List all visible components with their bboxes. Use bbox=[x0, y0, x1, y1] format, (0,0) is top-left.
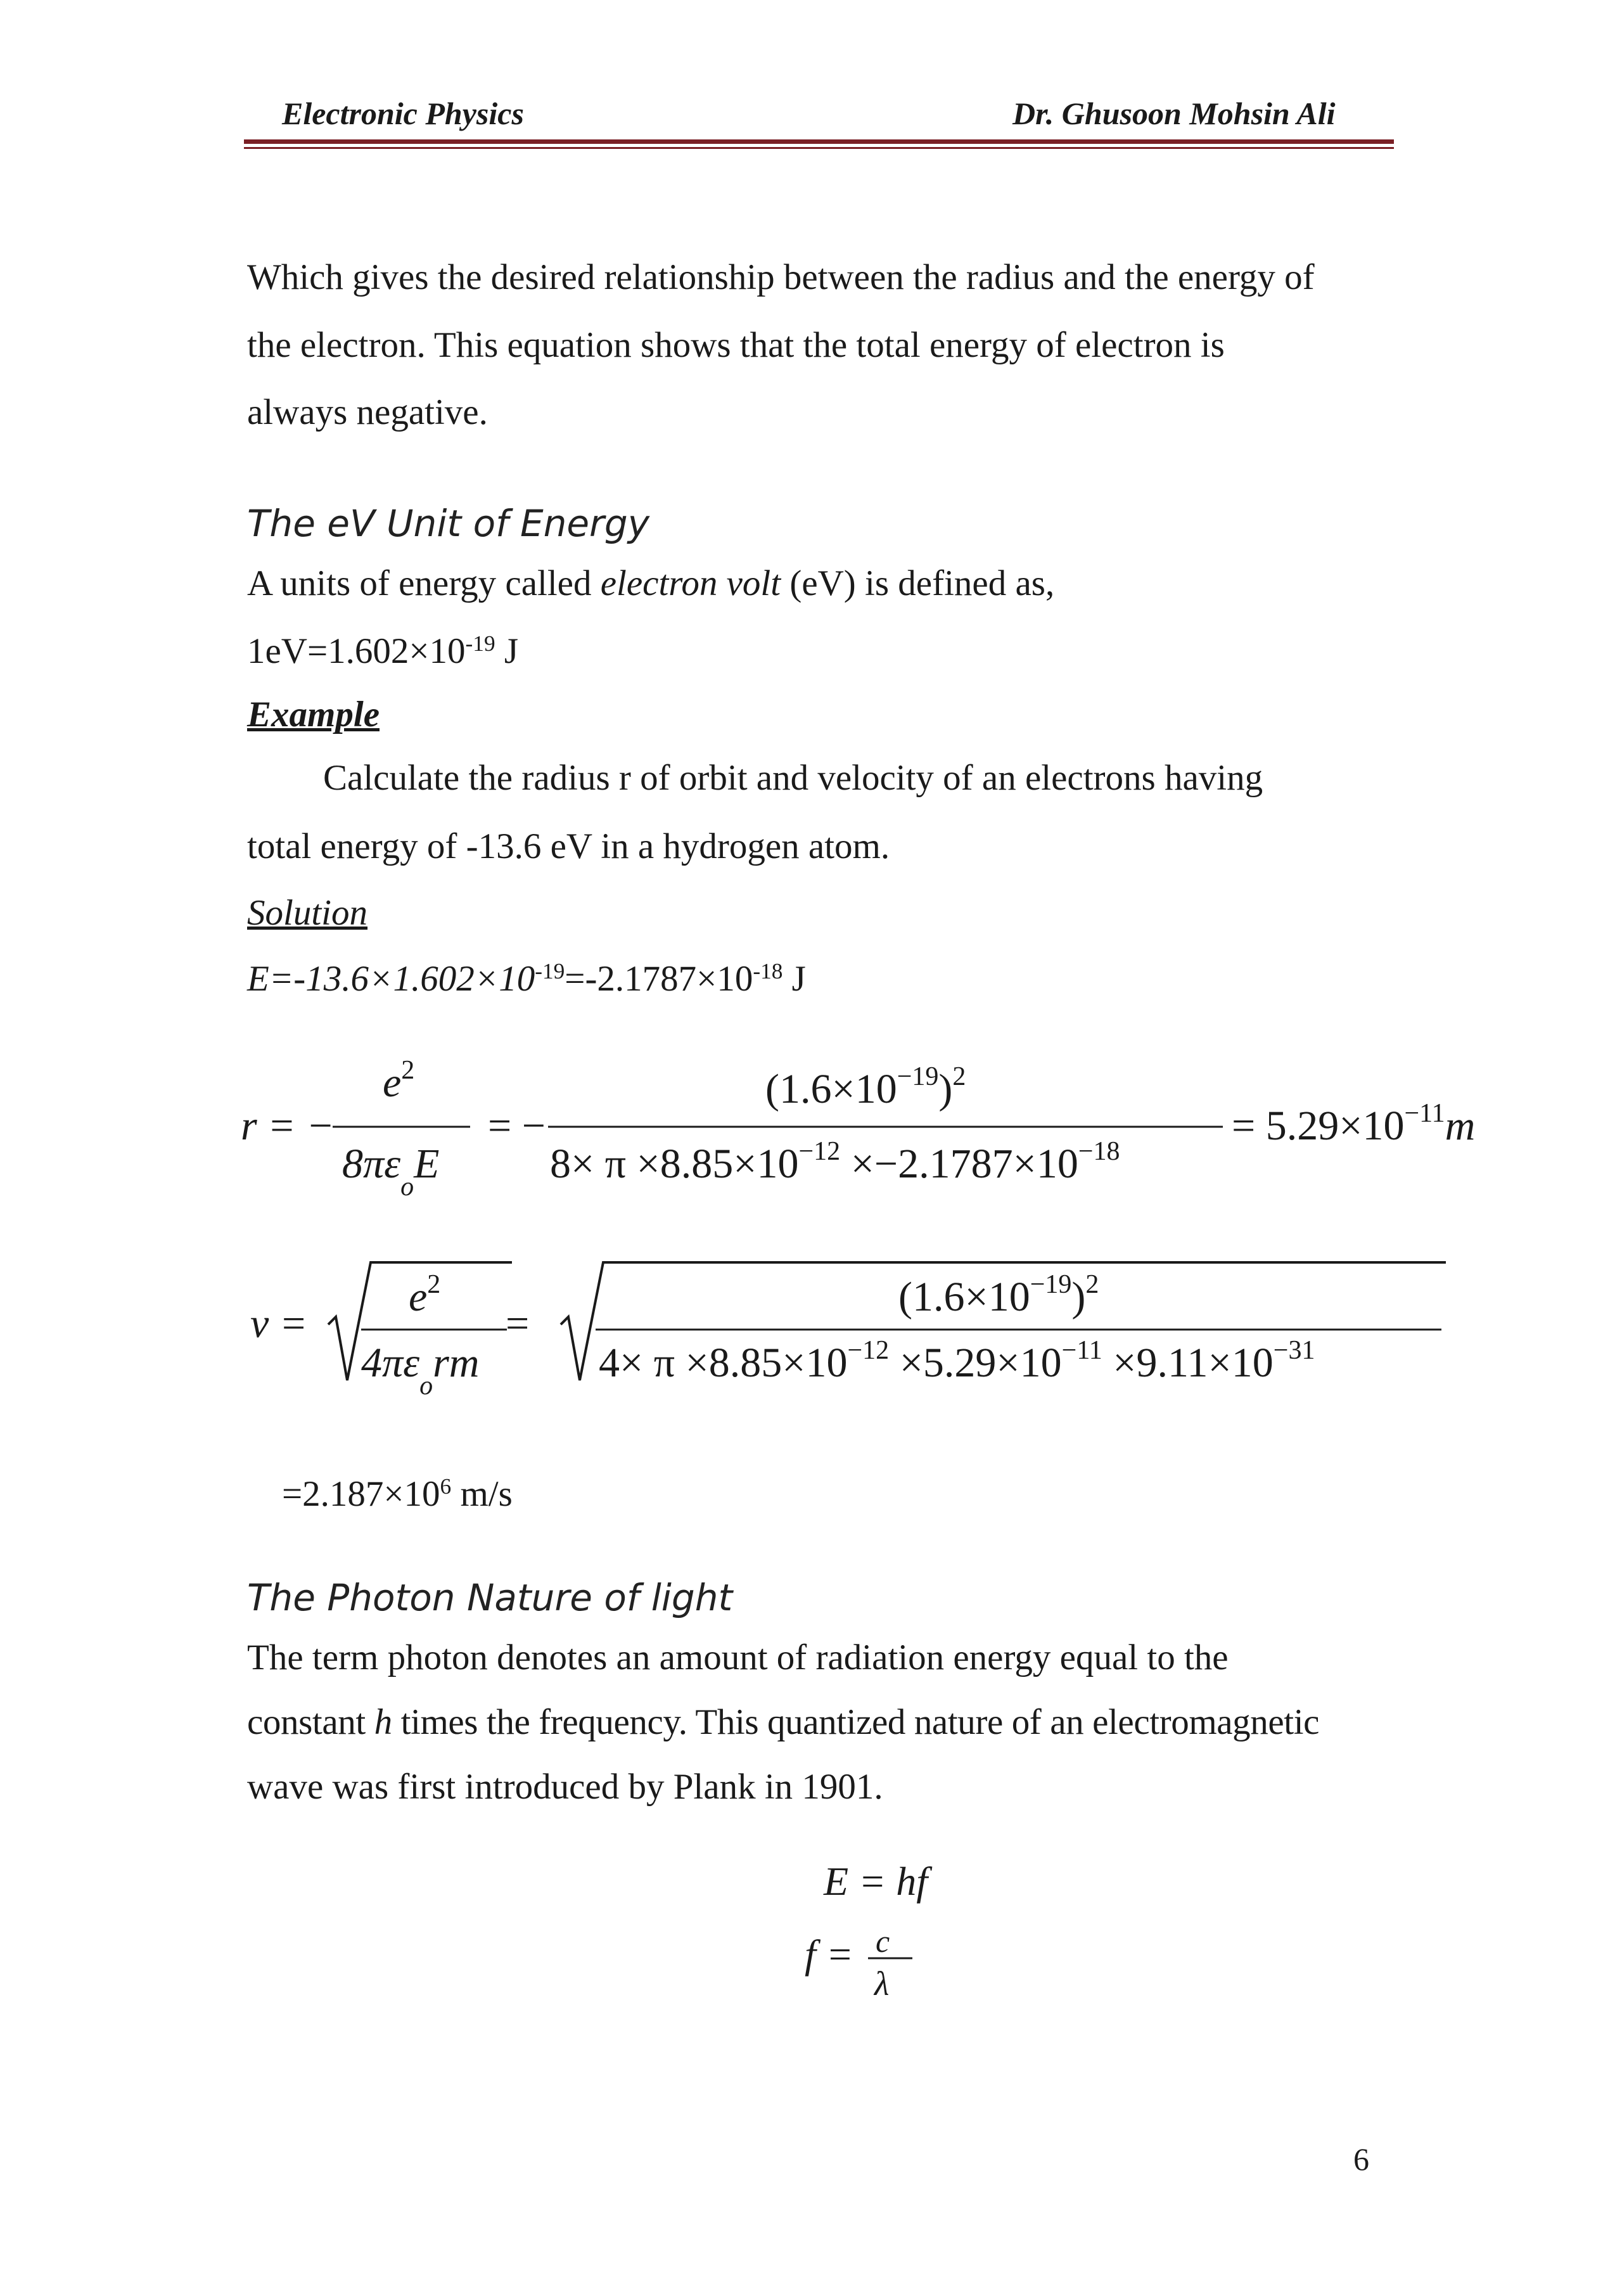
equation-frequency-denominator: λ bbox=[874, 1965, 890, 2003]
radius-formula bbox=[0, 1039, 1622, 1248]
example-line-1: Calculate the radius r of orbit and velocity of an electrons having bbox=[323, 758, 1263, 798]
equation-frequency-numerator: c bbox=[876, 1923, 890, 1959]
ev-definition: A units of energy called electron volt (eV) is defined as, bbox=[247, 563, 1055, 603]
velocity-formula bbox=[0, 1242, 1622, 1407]
solution-label: Solution bbox=[247, 893, 368, 933]
header-rule-thin bbox=[244, 147, 1394, 149]
photon-line-3: wave was first introduced by Plank in 1901. bbox=[247, 1767, 883, 1807]
example-label: Example bbox=[247, 695, 380, 734]
radius-lhs: r = − bbox=[241, 1103, 335, 1149]
radius-equals-minus: = − bbox=[488, 1103, 546, 1149]
section-heading-ev: The eV Unit of Energy bbox=[247, 502, 650, 545]
equation-frequency-lhs: f = bbox=[805, 1932, 853, 1977]
velocity-equals: = bbox=[506, 1300, 530, 1347]
section-heading-photon: The Photon Nature of light bbox=[247, 1576, 733, 1619]
radius-fraction-1-numerator: $e^2$ bbox=[383, 1056, 415, 1106]
velocity-fraction-2-numerator: $(1.6\times 10^{-19})^2$ bbox=[898, 1270, 1099, 1320]
intro-line-1: Which gives the desired relationship between the radius and the energy of bbox=[247, 257, 1315, 297]
intro-line-2: the electron. This equation shows that the total energy of electron is bbox=[247, 325, 1225, 365]
intro-line-3: always negative. bbox=[247, 392, 488, 432]
example-line-2: total energy of -13.6 eV in a hydrogen atom. bbox=[247, 826, 890, 866]
equation-energy: E = hf bbox=[824, 1859, 928, 1904]
radius-fraction-2-numerator: $(1.6\times 10^{-19})^2$ bbox=[765, 1062, 966, 1112]
photon-equations bbox=[779, 1850, 1007, 2015]
photon-line-1: The term photon denotes an amount of radiation energy equal to the bbox=[247, 1638, 1229, 1677]
velocity-fraction-1-denominator: $4\pi\varepsilon_orm$ bbox=[361, 1340, 480, 1401]
header-course-title: Electronic Physics bbox=[282, 96, 524, 131]
velocity-lhs: v = bbox=[250, 1300, 308, 1347]
header-author: Dr. Ghusoon Mohsin Ali bbox=[1012, 96, 1336, 131]
velocity-fraction-2-denominator: $4\times \pi \times 8.85\times 10^{-12} \times 5.29\times 10^{-11} \times 9.11\times 10^{-31}$ bbox=[599, 1336, 1315, 1386]
radius-fraction-1-denominator: $8\pi\varepsilon_oE$ bbox=[342, 1141, 440, 1202]
radius-result: = $5.29\times 10^{-11}m$ bbox=[1232, 1099, 1476, 1149]
energy-conversion: $E=-13.6\times 1.602\times 10^{-19}=-2.1787\times 10^{-18}$ J bbox=[247, 958, 806, 999]
velocity-fraction-1-numerator: $e^2$ bbox=[409, 1270, 441, 1320]
ev-equation: $1eV=1.602\times 10^{-19}$ J bbox=[247, 631, 519, 671]
header-rule-thick bbox=[244, 139, 1394, 144]
page-number: 6 bbox=[1353, 2141, 1369, 2177]
radius-fraction-2-denominator: $8\times \pi \times 8.85\times 10^{-12} \times-2.1787\times 10^{-18}$ bbox=[550, 1137, 1120, 1187]
velocity-result: $=2.187\times 10^6$ m/s bbox=[282, 1473, 513, 1514]
photon-line-2: constant h times the frequency. This quantized nature of an electromagnetic bbox=[247, 1702, 1320, 1742]
